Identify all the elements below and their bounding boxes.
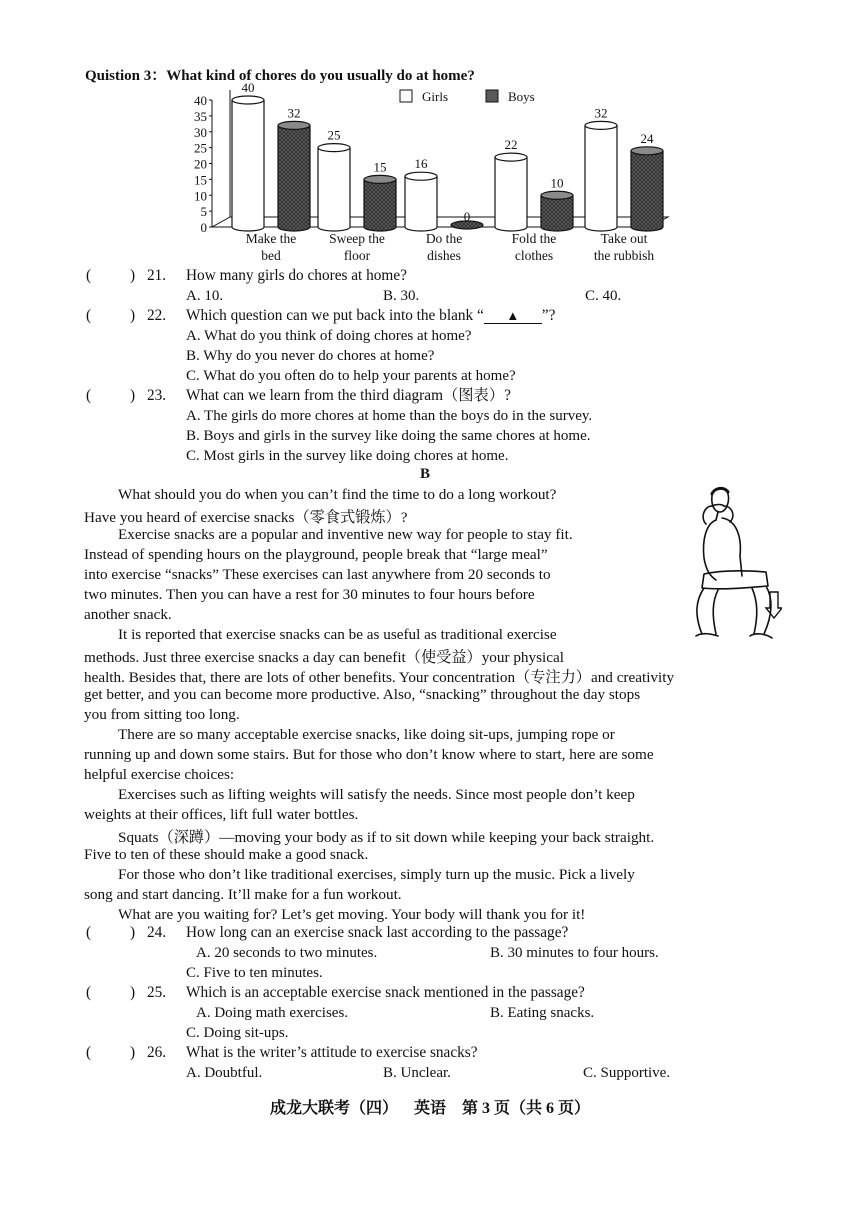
bar-boys-4-top: [631, 147, 663, 155]
bar-boys-4: [631, 151, 663, 231]
q25-number: 25.: [147, 984, 167, 1001]
y-tick-label: 0: [200, 220, 207, 235]
q22-number: 22.: [147, 307, 167, 324]
y-tick-label: 15: [194, 172, 207, 188]
category-label-1: Sweep the: [329, 231, 385, 246]
q25-option-b: B. Eating snacks.: [490, 1005, 595, 1021]
bar-girls-4: [585, 125, 617, 231]
passage-line-2: Have you heard of exercise snacks（零食式锻炼）?: [84, 509, 408, 526]
bar-girls-1: [318, 148, 350, 231]
q22-option-b: B. Why do you never do chores at home?: [186, 348, 435, 364]
q22-option-a: A. What do you think of doing chores at home?: [186, 328, 472, 344]
y-tick-label: 35: [194, 108, 207, 124]
category-label-0: Make the: [245, 231, 297, 246]
passage-line-21: song and start dancing. It’ll make for a fun workout.: [84, 886, 402, 903]
passage-line-13: There are so many acceptable exercise snacks, like doing sit-ups, jumping rope or: [118, 726, 615, 743]
passage-line-17: weights at their offices, lift full water bottles.: [84, 806, 359, 823]
data-label-girls-3: 22: [504, 137, 518, 153]
q26-option-a: A. Doubtful.: [186, 1065, 263, 1081]
q24-paren-close: ): [130, 924, 136, 941]
q23-option-b: B. Boys and girls in the survey like doing the same chores at home.: [186, 428, 591, 444]
passage-line-12: you from sitting too long.: [84, 706, 240, 723]
bar-boys-0: [278, 125, 310, 231]
passage-line-14: running up and down some stairs. But for those who don’t know where to start, here are some: [84, 746, 654, 763]
category-label-0: bed: [261, 248, 281, 263]
q22-text-after: ”?: [541, 307, 556, 324]
bar-boys-1: [364, 179, 396, 231]
passage-line-18: Squats（深蹲）—moving your body as if to sit down while keeping your back straight.: [118, 829, 655, 846]
passage-line-6: two minutes. Then you can have a rest for 30 minutes to four hours before: [84, 586, 535, 603]
data-label-boys-2: 0: [463, 209, 471, 224]
legend-label-girls: Girls: [422, 89, 448, 104]
bar-boys-3-top: [541, 191, 573, 199]
q24-text: How long can an exercise snack last according to the passage?: [186, 924, 569, 941]
bar-girls-0-top: [232, 96, 264, 104]
q24-number: 24.: [147, 924, 167, 941]
data-label-boys-1: 15: [373, 159, 387, 175]
data-label-girls-0: 40: [241, 80, 255, 95]
q26-paren: (: [86, 1044, 92, 1061]
passage-line-4: Instead of spending hours on the playground, people break that “large meal”: [84, 546, 548, 563]
category-label-3: Fold the: [511, 231, 557, 246]
q23-text: What can we learn from the third diagram（图表）?: [186, 387, 511, 404]
passage-line-9: methods. Just three exercise snacks a day can benefit（使受益）your physical: [84, 649, 564, 666]
q23-paren-close: ): [130, 387, 136, 404]
passage-line-10: health. Besides that, there are lots of other benefits. Your concentration（专注力）and creativity: [84, 669, 675, 686]
squat-person-illustration: [682, 484, 782, 644]
q21-paren-close: ): [130, 267, 136, 284]
y-tick-label: 30: [194, 124, 207, 140]
q26-paren-close: ): [130, 1044, 136, 1061]
q23-option-c: C. Most girls in the survey like doing chores at home.: [186, 448, 509, 464]
q22-text-before: Which question can we put back into the blank “: [186, 307, 484, 324]
legend-swatch-girls: [400, 90, 412, 102]
q22-blank: ▲: [484, 309, 542, 324]
q25-paren: (: [86, 984, 92, 1001]
bar-boys-3: [541, 195, 573, 231]
q25-paren-close: ): [130, 984, 136, 1001]
q22-option-c: C. What do you often do to help your parents at home?: [186, 368, 516, 384]
category-label-4: Take out: [600, 231, 648, 246]
q21-option-b: B. 30.: [383, 288, 420, 304]
category-label-4: the rubbish: [593, 248, 655, 263]
bar-boys-1-top: [364, 175, 396, 183]
q25-option-a: A. Doing math exercises.: [196, 1005, 349, 1021]
q23-option-a: A. The girls do more chores at home than the boys do in the survey.: [186, 408, 593, 424]
data-label-girls-4: 32: [594, 105, 608, 121]
passage-line-3: Exercise snacks are a popular and inventive new way for people to stay fit.: [118, 526, 573, 543]
q24-option-a: A. 20 seconds to two minutes.: [196, 945, 378, 961]
chores-bar-chart: [180, 80, 680, 270]
legend-swatch-boys: [486, 90, 498, 102]
bar-boys-0-top: [278, 121, 310, 129]
passage-line-8: It is reported that exercise snacks can be as useful as traditional exercise: [118, 626, 557, 643]
bar-girls-4-top: [585, 121, 617, 129]
q21-option-c: C. 40.: [585, 288, 622, 304]
y-tick-label: 20: [194, 156, 207, 172]
q21-option-a: A. 10.: [186, 288, 224, 304]
footer-subject: 英语: [413, 1100, 446, 1117]
bar-girls-0: [232, 100, 264, 231]
q24-paren: (: [86, 924, 92, 941]
question-3-text: What kind of chores do you usually do at home?: [166, 68, 475, 84]
q22-text: [186, 306, 555, 326]
q24-option-b: B. 30 minutes to four hours.: [490, 945, 659, 961]
section-b-heading: B: [420, 466, 431, 482]
passage-line-1: What should you do when you can’t find the time to do a long workout?: [118, 486, 557, 503]
footer-page: 第 3 页（共 6 页）: [462, 1100, 591, 1117]
category-label-1: floor: [343, 248, 371, 263]
q22-paren-close: ): [130, 307, 136, 324]
data-label-girls-2: 16: [414, 156, 428, 172]
data-label-boys-3: 10: [550, 175, 564, 191]
passage-line-11: get better, and you can become more productive. Also, “snacking” throughout the day stops: [84, 686, 641, 703]
passage-line-16: Exercises such as lifting weights will satisfy the needs. Since most people don’t keep: [118, 786, 635, 803]
bar-girls-1-top: [318, 144, 350, 152]
passage-line-22: What are you waiting for? Let’s get moving. Your body will thank you for it!: [118, 906, 586, 923]
q25-option-c: C. Doing sit-ups.: [186, 1025, 289, 1041]
y-tick-label: 5: [200, 204, 207, 220]
data-label-girls-1: 25: [327, 127, 341, 143]
q25-text: Which is an acceptable exercise snack mentioned in the passage?: [186, 984, 585, 1001]
q24-option-c: C. Five to ten minutes.: [186, 965, 323, 981]
q23-number: 23.: [147, 387, 167, 404]
q26-text: What is the writer’s attitude to exercise snacks?: [186, 1044, 478, 1061]
question-3-label: Quistion 3：: [85, 68, 167, 84]
q21-text: How many girls do chores at home?: [186, 267, 407, 284]
q26-option-c: C. Supportive.: [583, 1065, 671, 1081]
q21-number: 21.: [147, 267, 167, 284]
passage-line-7: another snack.: [84, 606, 172, 623]
passage-line-20: For those who don’t like traditional exercises, simply turn up the music. Pick a lively: [118, 866, 635, 883]
data-label-boys-4: 24: [640, 130, 654, 146]
page-footer: [0, 1095, 860, 1118]
category-label-2: Do the: [425, 231, 463, 246]
y-tick-label: 40: [194, 93, 207, 108]
q21-paren: (: [86, 267, 92, 284]
bar-girls-2: [405, 176, 437, 231]
q23-paren: (: [86, 387, 92, 404]
q22-paren: (: [86, 307, 92, 324]
passage-line-5: into exercise “snacks” These exercises can last anywhere from 20 seconds to: [84, 566, 551, 583]
y-tick-label: 10: [194, 188, 207, 204]
category-label-2: dishes: [427, 248, 461, 263]
legend-label-boys: Boys: [508, 89, 535, 104]
bar-girls-3-top: [495, 153, 527, 161]
bar-girls-3: [495, 157, 527, 231]
footer-exam: 成龙大联考（四）: [269, 1100, 398, 1117]
passage-line-19: Five to ten of these should make a good snack.: [84, 846, 369, 863]
bar-girls-2-top: [405, 172, 437, 180]
y-tick-label: 25: [194, 140, 207, 156]
q26-option-b: B. Unclear.: [383, 1065, 451, 1081]
data-label-boys-0: 32: [287, 105, 301, 121]
category-label-3: clothes: [514, 248, 554, 263]
q26-number: 26.: [147, 1044, 167, 1061]
passage-line-15: helpful exercise choices:: [84, 766, 235, 783]
